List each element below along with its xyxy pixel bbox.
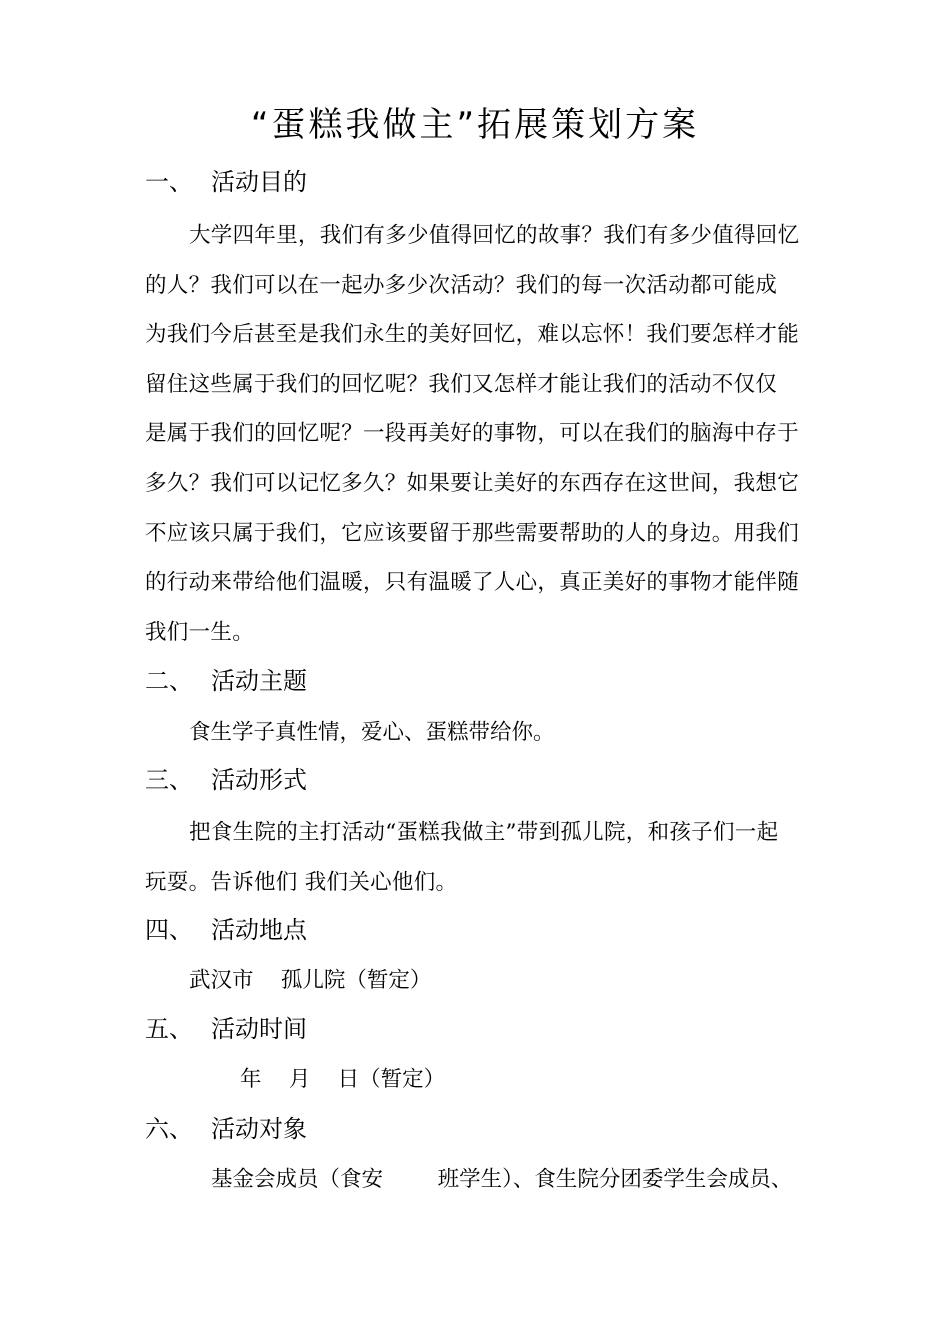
section-label: 活动地点 xyxy=(211,916,307,944)
section-number: 五、 xyxy=(145,1015,193,1043)
section-heading-theme xyxy=(145,661,307,701)
section-number: 三、 xyxy=(145,766,193,794)
section-number: 四、 xyxy=(145,916,193,944)
section-number: 六、 xyxy=(145,1115,193,1143)
section-heading-audience xyxy=(145,1109,307,1149)
time-text: 年 月 日（暂定） xyxy=(240,1067,446,1092)
location-text: 武汉市 孤儿院（暂定） xyxy=(189,968,432,993)
section-number: 二、 xyxy=(145,667,193,695)
purpose-paragraph xyxy=(145,211,810,657)
section-heading-purpose xyxy=(145,162,307,202)
paragraph-line: 的行动来带给他们温暖，只有温暖了人心，真正美好的事物才能伴随 xyxy=(145,570,800,596)
paragraph-line: 多久？我们可以记忆多久？如果要让美好的东西存在这世间，我想它 xyxy=(145,470,800,496)
paragraph-line: 的人？我们可以在一起办多少次活动？我们的每一次活动都可能成 xyxy=(145,272,778,298)
paragraph-line: 是属于我们的回忆呢？一段再美好的事物，可以在我们的脑海中存于 xyxy=(145,421,800,447)
form-paragraph xyxy=(145,808,810,907)
section-heading-time xyxy=(145,1009,307,1049)
section-label: 活动形式 xyxy=(211,766,307,794)
section-label: 活动目的 xyxy=(211,168,307,196)
paragraph-line: 不应该只属于我们，它应该要留于那些需要帮助的人的身边。用我们 xyxy=(145,520,800,546)
document-title: “蛋糕我做主”拓展策划方案 xyxy=(250,105,700,145)
section-label: 活动主题 xyxy=(211,667,307,695)
section-label: 活动对象 xyxy=(211,1115,307,1143)
paragraph-line: 留住这些属于我们的回忆呢？我们又怎样才能让我们的活动不仅仅 xyxy=(145,371,778,397)
paragraph-line: 为我们今后甚至是我们永生的美好回忆，难以忘怀！我们要怎样才能 xyxy=(145,322,800,348)
paragraph-line: 我们一生。 xyxy=(145,619,255,645)
paragraph-line: 大学四年里，我们有多少值得回忆的故事？我们有多少值得回忆 xyxy=(189,223,800,248)
section-label: 活动时间 xyxy=(211,1015,307,1043)
paragraph-line: 把食生院的主打活动“蛋糕我做主”带到孤儿院，和孩子们一起 xyxy=(189,820,779,845)
section-number: 一、 xyxy=(145,168,193,196)
theme-text: 食生学子真性情，爱心、蛋糕带给你。 xyxy=(189,720,555,745)
audience-text: 基金会成员（食安 班学生）、食生院分团委学生会成员、 xyxy=(211,1167,793,1192)
section-heading-location xyxy=(145,910,307,950)
section-heading-form xyxy=(145,760,307,800)
paragraph-line: 玩耍。告诉他们 我们关心他们。 xyxy=(145,869,458,895)
